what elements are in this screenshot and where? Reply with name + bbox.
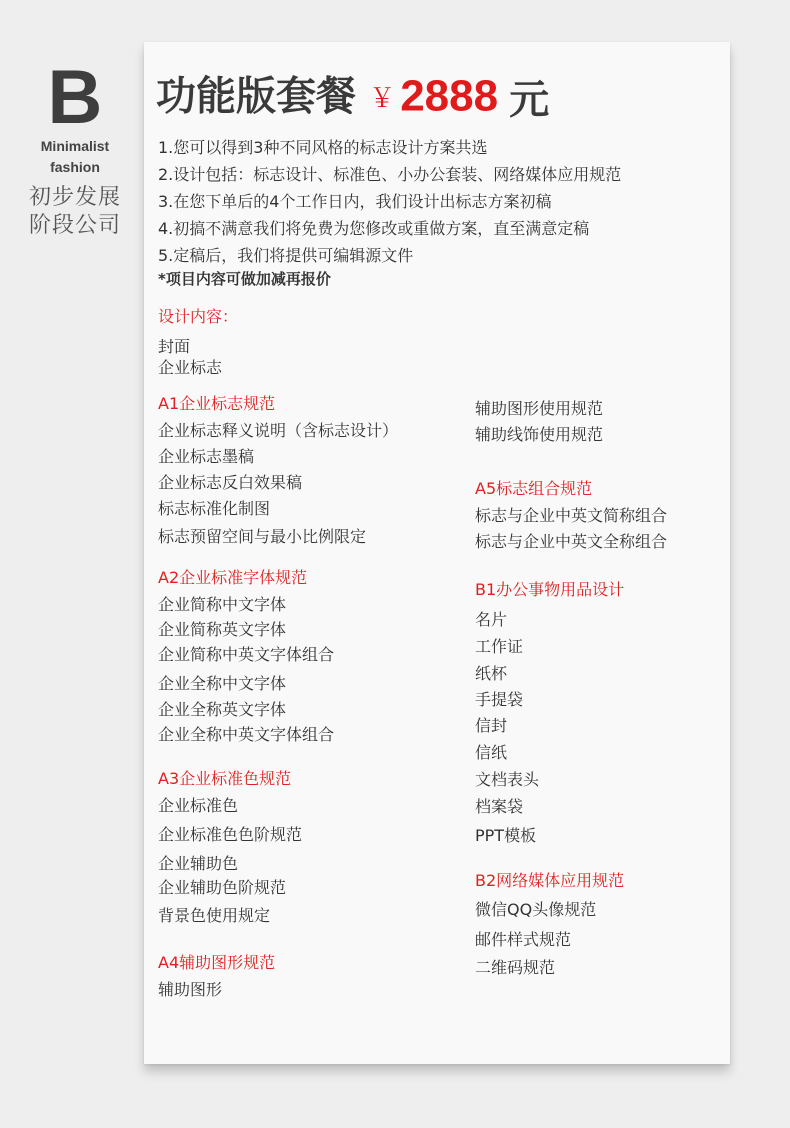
list-item: 企业标志释义说明（含标志设计）	[158, 421, 399, 440]
section-heading-design: 设计内容：	[158, 307, 239, 326]
list-item: 标志预留空间与最小比例限定	[158, 527, 367, 546]
list-item: 企业标准色	[158, 796, 239, 815]
list-item: 企业简称英文字体	[158, 620, 287, 639]
list-item: 二维码规范	[475, 958, 556, 977]
currency-symbol: ￥	[369, 84, 396, 114]
list-item: 纸杯	[475, 664, 508, 683]
section-heading-b1: B1办公事物用品设计	[475, 580, 625, 599]
feature-item: 2.设计包括：标志设计、标准色、小办公套装、网络媒体应用规范	[158, 165, 622, 184]
list-item: 档案袋	[475, 797, 524, 816]
list-item: 企业标志反白效果稿	[158, 473, 303, 492]
list-item: 企业辅助色阶规范	[158, 878, 287, 897]
list-item: 企业简称中文字体	[158, 595, 287, 614]
list-item: 封面	[158, 337, 191, 356]
badge-cn-line1: 初步发展	[28, 185, 121, 210]
price-unit: 元	[509, 77, 550, 123]
badge-subtitle-line1: Minimalist	[40, 138, 110, 154]
list-item: 企业全称英文字体	[158, 700, 287, 719]
list-item: 信封	[475, 716, 508, 735]
section-heading-a5: A5标志组合规范	[475, 479, 593, 498]
pricing-note: *项目内容可做加减再报价	[158, 270, 331, 288]
list-item: 手提袋	[475, 690, 524, 709]
list-item: 辅助图形使用规范	[475, 399, 604, 418]
list-item: 企业辅助色	[158, 854, 239, 873]
title-text: 功能版套餐	[156, 73, 356, 120]
badge-cn-line2: 阶段公司	[28, 213, 121, 238]
list-item: 标志与企业中英文全称组合	[475, 532, 668, 551]
list-item: 企业标准色色阶规范	[158, 825, 303, 844]
list-item: 企业标志	[158, 358, 223, 377]
price-value: 2888	[400, 71, 499, 121]
list-item: 企业标志墨稿	[158, 447, 255, 466]
list-item: 标志与企业中英文简称组合	[475, 506, 668, 525]
section-heading-a1: A1企业标志规范	[158, 394, 276, 413]
badge-letter: B	[47, 55, 103, 140]
list-item: 邮件样式规范	[475, 930, 572, 949]
list-item: 工作证	[475, 637, 524, 656]
list-item: 信纸	[475, 743, 508, 762]
list-item: 名片	[475, 610, 508, 629]
list-item: 辅助线饰使用规范	[475, 425, 604, 444]
feature-list	[158, 134, 621, 269]
feature-item: 5.定稿后，我们将提供可编辑源文件	[158, 246, 414, 265]
list-item: 企业全称中文字体	[158, 674, 287, 693]
list-item: 背景色使用规定	[158, 906, 271, 925]
section-heading-b2: B2网络媒体应用规范	[475, 871, 625, 890]
package-title	[156, 68, 549, 125]
list-item: 企业全称中英文字体组合	[158, 725, 335, 744]
list-item: 辅助图形	[158, 980, 223, 999]
feature-item: 4.初搞不满意我们将免费为您修改或重做方案，直至满意定稿	[158, 219, 590, 238]
package-card	[144, 42, 730, 1064]
section-heading-a2: A2企业标准字体规范	[158, 568, 308, 587]
section-heading-a4: A4辅助图形规范	[158, 953, 276, 972]
list-item: 企业简称中英文字体组合	[158, 645, 335, 664]
feature-item: 1.您可以得到3种不同风格的标志设计方案共选	[158, 138, 488, 157]
list-item: 文档表头	[475, 770, 540, 789]
feature-item: 3.在您下单后的4个工作日内，我们设计出标志方案初稿	[158, 192, 552, 211]
section-heading-a3: A3企业标准色规范	[158, 769, 292, 788]
badge-subtitle-line2: fashion	[50, 159, 100, 175]
package-badge	[14, 55, 136, 240]
list-item: 标志标准化制图	[158, 499, 271, 518]
list-item: PPT模板	[475, 826, 537, 845]
list-item: 微信QQ头像规范	[475, 900, 597, 919]
